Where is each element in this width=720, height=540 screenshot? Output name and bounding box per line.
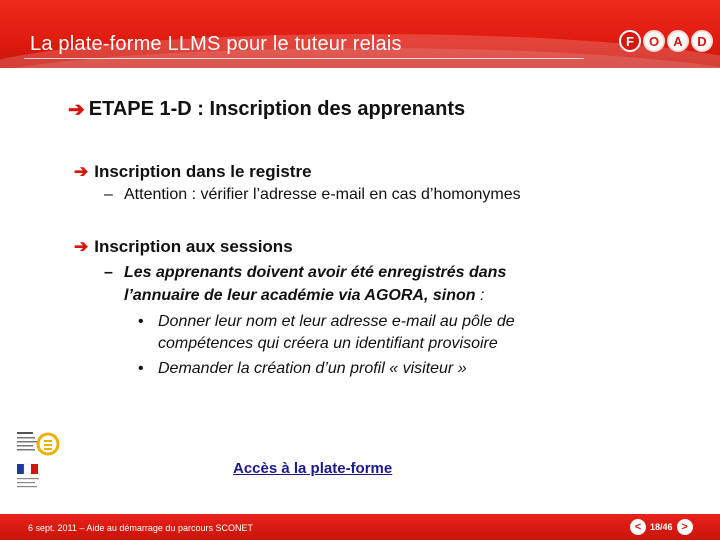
sub-bullet-apprenants-text-2: l’annuaire de leur académie via AGORA, sinon — [124, 287, 476, 304]
arrow-right-icon: ➔ — [74, 162, 89, 181]
dash-icon: – — [104, 264, 113, 281]
item-donner-text-1: Donner leur nom et leur adresse e-mail au pôle de — [158, 313, 515, 330]
item-demander — [138, 360, 467, 378]
logo-letter-a: A — [667, 30, 689, 52]
item-donner-line2 — [158, 335, 498, 353]
sub-bullet-attention — [104, 186, 521, 204]
title-underline — [24, 58, 584, 59]
sub-bullet-apprenants-colon: : — [475, 287, 485, 304]
step-heading — [68, 97, 465, 122]
step-heading-text: ETAPE 1-D : Inscription des apprenants — [88, 98, 466, 120]
bullet-registre-label: Inscription dans le registre — [94, 162, 312, 181]
bullet-registre — [74, 162, 312, 182]
slide-header — [0, 0, 720, 68]
sub-bullet-apprenants-line1 — [104, 264, 506, 282]
sub-bullet-attention-text: Attention : vérifier l’adresse e-mail en cas d’homonymes — [124, 186, 521, 203]
slide-navigation — [630, 519, 693, 535]
slide-footer — [0, 514, 720, 540]
platform-access-link[interactable]: Accès à la plate-forme — [233, 460, 393, 477]
bullet-sessions — [74, 237, 293, 257]
item-donner-line1 — [138, 313, 515, 331]
bullet-dot-icon: • — [138, 313, 144, 330]
arrow-right-icon: ➔ — [74, 237, 89, 256]
item-donner-text-2: compétences qui créera un identifiant provisoire — [158, 335, 498, 352]
page-counter: 18/46 — [650, 522, 673, 532]
ministry-emblem-logo — [14, 430, 64, 492]
bullet-dot-icon: • — [138, 360, 144, 377]
logo-letter-f: F — [619, 30, 641, 52]
sub-bullet-apprenants-line2 — [124, 287, 484, 305]
chevron-left-icon[interactable]: < — [630, 519, 646, 535]
foad-logo — [619, 30, 713, 56]
logo-letter-o: O — [643, 30, 665, 52]
slide-title: La plate-forme LLMS pour le tuteur relais — [30, 33, 402, 55]
logo-letter-d: D — [691, 30, 713, 52]
chevron-right-icon[interactable]: > — [677, 519, 693, 535]
arrow-right-icon: ➔ — [68, 99, 85, 121]
footer-caption: 6 sept. 2011 – Aide au démarrage du parcours SCONET — [28, 523, 253, 533]
item-demander-text: Demander la création d’un profil « visiteur » — [158, 360, 467, 377]
dash-icon: – — [104, 186, 113, 203]
bullet-sessions-label: Inscription aux sessions — [94, 237, 293, 256]
sub-bullet-apprenants-text-1: Les apprenants doivent avoir été enregistrés dans — [124, 264, 507, 281]
